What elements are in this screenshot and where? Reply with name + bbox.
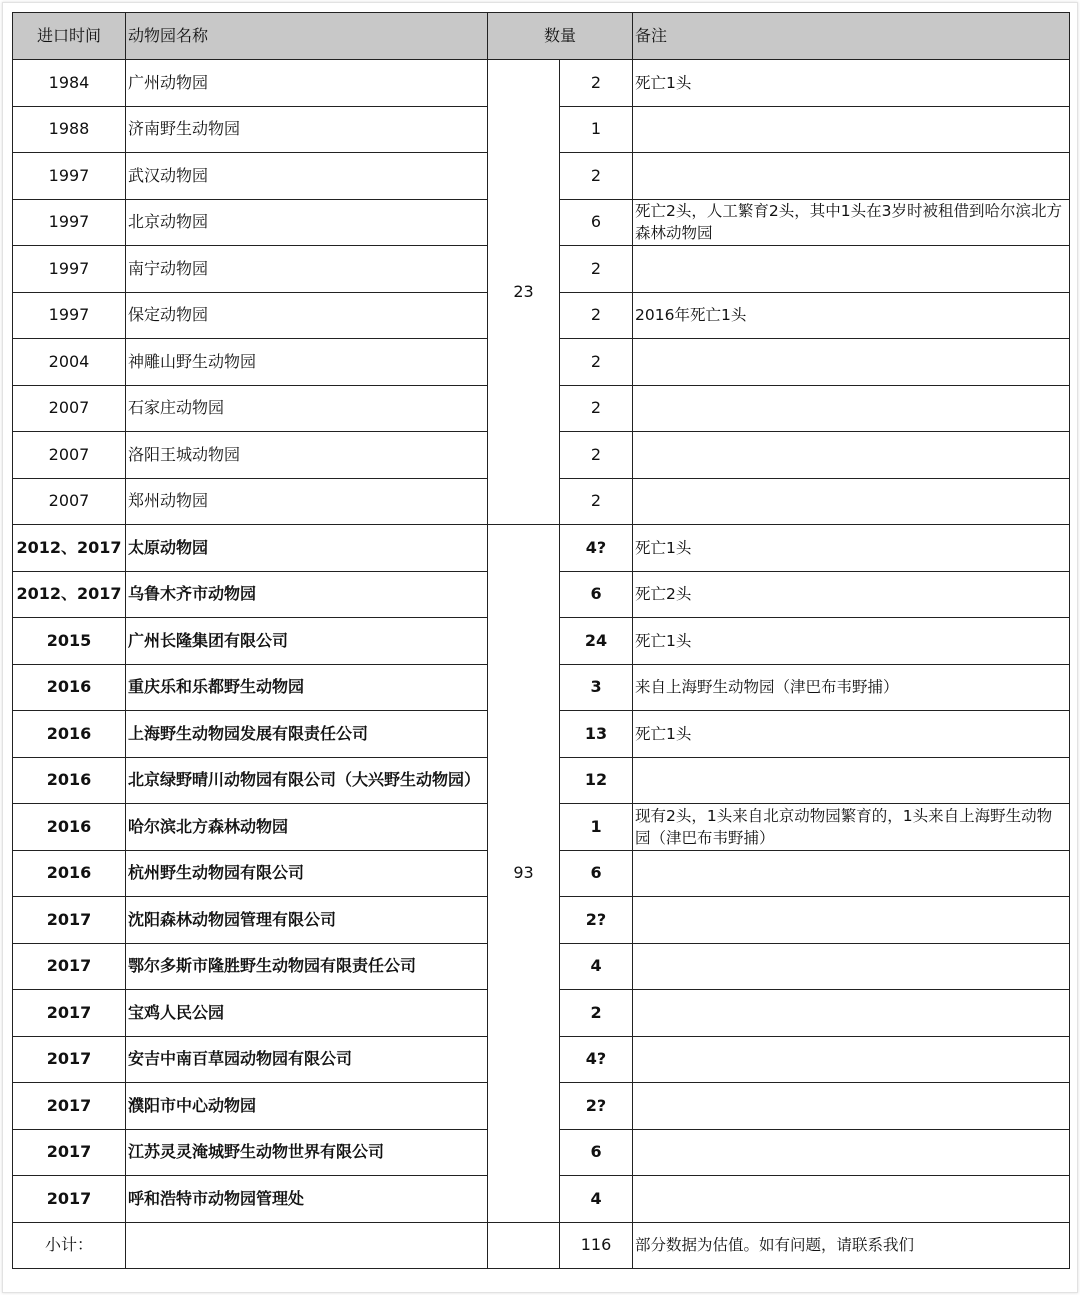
total-note: 部分数据为估值。如有问题，请联系我们 [633, 1222, 1070, 1269]
note-cell [633, 1129, 1070, 1176]
count-cell: 6 [560, 199, 633, 246]
group-subtotal-cell: 23 [488, 60, 560, 525]
count-cell: 6 [560, 571, 633, 618]
year-cell: 2012、2017 [13, 525, 126, 572]
zoo-name-cell: 广州长隆集团有限公司 [126, 618, 488, 665]
zoo-name-cell: 济南野生动物园 [126, 106, 488, 153]
note-cell [633, 153, 1070, 200]
zoo-name-cell: 宝鸡人民公园 [126, 990, 488, 1037]
year-cell: 2017 [13, 1176, 126, 1223]
note-cell [633, 478, 1070, 525]
count-cell: 2 [560, 339, 633, 386]
note-cell [633, 246, 1070, 293]
year-cell: 2016 [13, 711, 126, 758]
year-cell: 1997 [13, 246, 126, 293]
note-cell [633, 757, 1070, 804]
year-cell: 1984 [13, 60, 126, 107]
zoo-name-cell: 沈阳森林动物园管理有限公司 [126, 897, 488, 944]
count-cell: 2 [560, 246, 633, 293]
count-cell: 1 [560, 804, 633, 851]
year-cell: 2017 [13, 1083, 126, 1130]
year-cell: 2007 [13, 432, 126, 479]
year-cell: 1997 [13, 199, 126, 246]
year-cell: 2015 [13, 618, 126, 665]
year-cell: 2016 [13, 757, 126, 804]
count-cell: 2 [560, 60, 633, 107]
header-note: 备注 [633, 13, 1070, 60]
zoo-name-cell: 北京动物园 [126, 199, 488, 246]
note-cell [633, 339, 1070, 386]
year-cell: 1997 [13, 292, 126, 339]
count-cell: 2 [560, 153, 633, 200]
year-cell: 2017 [13, 990, 126, 1037]
note-cell: 死亡1头 [633, 60, 1070, 107]
group-subtotal-cell: 93 [488, 525, 560, 1223]
zoo-name-cell: 乌鲁木齐市动物园 [126, 571, 488, 618]
count-cell: 2 [560, 432, 633, 479]
count-cell: 2 [560, 990, 633, 1037]
count-cell: 2 [560, 292, 633, 339]
zoo-name-cell: 重庆乐和乐都野生动物园 [126, 664, 488, 711]
year-cell: 2017 [13, 897, 126, 944]
note-cell: 死亡1头 [633, 618, 1070, 665]
year-cell: 2004 [13, 339, 126, 386]
table-row [13, 60, 1070, 107]
zoo-name-cell: 洛阳王城动物园 [126, 432, 488, 479]
count-cell: 12 [560, 757, 633, 804]
count-cell: 4? [560, 1036, 633, 1083]
note-cell: 死亡2头 [633, 571, 1070, 618]
year-cell: 2016 [13, 664, 126, 711]
year-cell: 2016 [13, 850, 126, 897]
note-cell: 死亡1头 [633, 525, 1070, 572]
count-cell: 2? [560, 897, 633, 944]
count-cell: 2 [560, 385, 633, 432]
count-cell: 6 [560, 1129, 633, 1176]
total-count: 116 [560, 1222, 633, 1269]
note-cell [633, 1036, 1070, 1083]
count-cell: 4 [560, 943, 633, 990]
year-cell: 2007 [13, 478, 126, 525]
zoo-name-cell: 上海野生动物园发展有限责任公司 [126, 711, 488, 758]
zoo-name-cell: 武汉动物园 [126, 153, 488, 200]
count-cell: 2 [560, 478, 633, 525]
table-row [13, 525, 1070, 572]
year-cell: 2017 [13, 1129, 126, 1176]
count-cell: 1 [560, 106, 633, 153]
total-empty [126, 1222, 488, 1269]
count-cell: 3 [560, 664, 633, 711]
year-cell: 2017 [13, 943, 126, 990]
note-cell [633, 432, 1070, 479]
note-cell: 死亡1头 [633, 711, 1070, 758]
zoo-name-cell: 石家庄动物园 [126, 385, 488, 432]
zoo-name-cell: 保定动物园 [126, 292, 488, 339]
zoo-name-cell: 杭州野生动物园有限公司 [126, 850, 488, 897]
zoo-name-cell: 呼和浩特市动物园管理处 [126, 1176, 488, 1223]
year-cell: 2016 [13, 804, 126, 851]
note-cell [633, 990, 1070, 1037]
year-cell: 2012、2017 [13, 571, 126, 618]
note-cell [633, 1083, 1070, 1130]
note-cell [633, 943, 1070, 990]
year-cell: 1997 [13, 153, 126, 200]
note-cell: 来自上海野生动物园（津巴布韦野捕） [633, 664, 1070, 711]
note-cell [633, 850, 1070, 897]
note-cell: 死亡2头，人工繁育2头，其中1头在3岁时被租借到哈尔滨北方森林动物园 [633, 199, 1070, 246]
zoo-name-cell: 广州动物园 [126, 60, 488, 107]
zoo-name-cell: 神雕山野生动物园 [126, 339, 488, 386]
count-cell: 2? [560, 1083, 633, 1130]
year-cell: 2017 [13, 1036, 126, 1083]
count-cell: 13 [560, 711, 633, 758]
zoo-name-cell: 南宁动物园 [126, 246, 488, 293]
note-cell: 2016年死亡1头 [633, 292, 1070, 339]
zoo-import-table [12, 12, 1070, 1269]
note-cell [633, 897, 1070, 944]
note-cell [633, 1176, 1070, 1223]
total-row [13, 1222, 1070, 1269]
zoo-name-cell: 太原动物园 [126, 525, 488, 572]
count-cell: 6 [560, 850, 633, 897]
note-cell [633, 106, 1070, 153]
zoo-name-cell: 哈尔滨北方森林动物园 [126, 804, 488, 851]
year-cell: 2007 [13, 385, 126, 432]
year-cell: 1988 [13, 106, 126, 153]
zoo-name-cell: 濮阳市中心动物园 [126, 1083, 488, 1130]
total-label: 小计： [13, 1222, 126, 1269]
header-zoo: 动物园名称 [126, 13, 488, 60]
header-year: 进口时间 [13, 13, 126, 60]
count-cell: 4 [560, 1176, 633, 1223]
zoo-name-cell: 安吉中南百草园动物园有限公司 [126, 1036, 488, 1083]
header-count: 数量 [488, 13, 633, 60]
header-row [13, 13, 1070, 60]
zoo-name-cell: 鄂尔多斯市隆胜野生动物园有限责任公司 [126, 943, 488, 990]
count-cell: 4? [560, 525, 633, 572]
count-cell: 24 [560, 618, 633, 665]
zoo-name-cell: 北京绿野晴川动物园有限公司（大兴野生动物园） [126, 757, 488, 804]
zoo-name-cell: 郑州动物园 [126, 478, 488, 525]
total-empty [488, 1222, 560, 1269]
note-cell [633, 385, 1070, 432]
note-cell: 现有2头，1头来自北京动物园繁育的，1头来自上海野生动物园（津巴布韦野捕） [633, 804, 1070, 851]
zoo-name-cell: 江苏灵灵淹城野生动物世界有限公司 [126, 1129, 488, 1176]
